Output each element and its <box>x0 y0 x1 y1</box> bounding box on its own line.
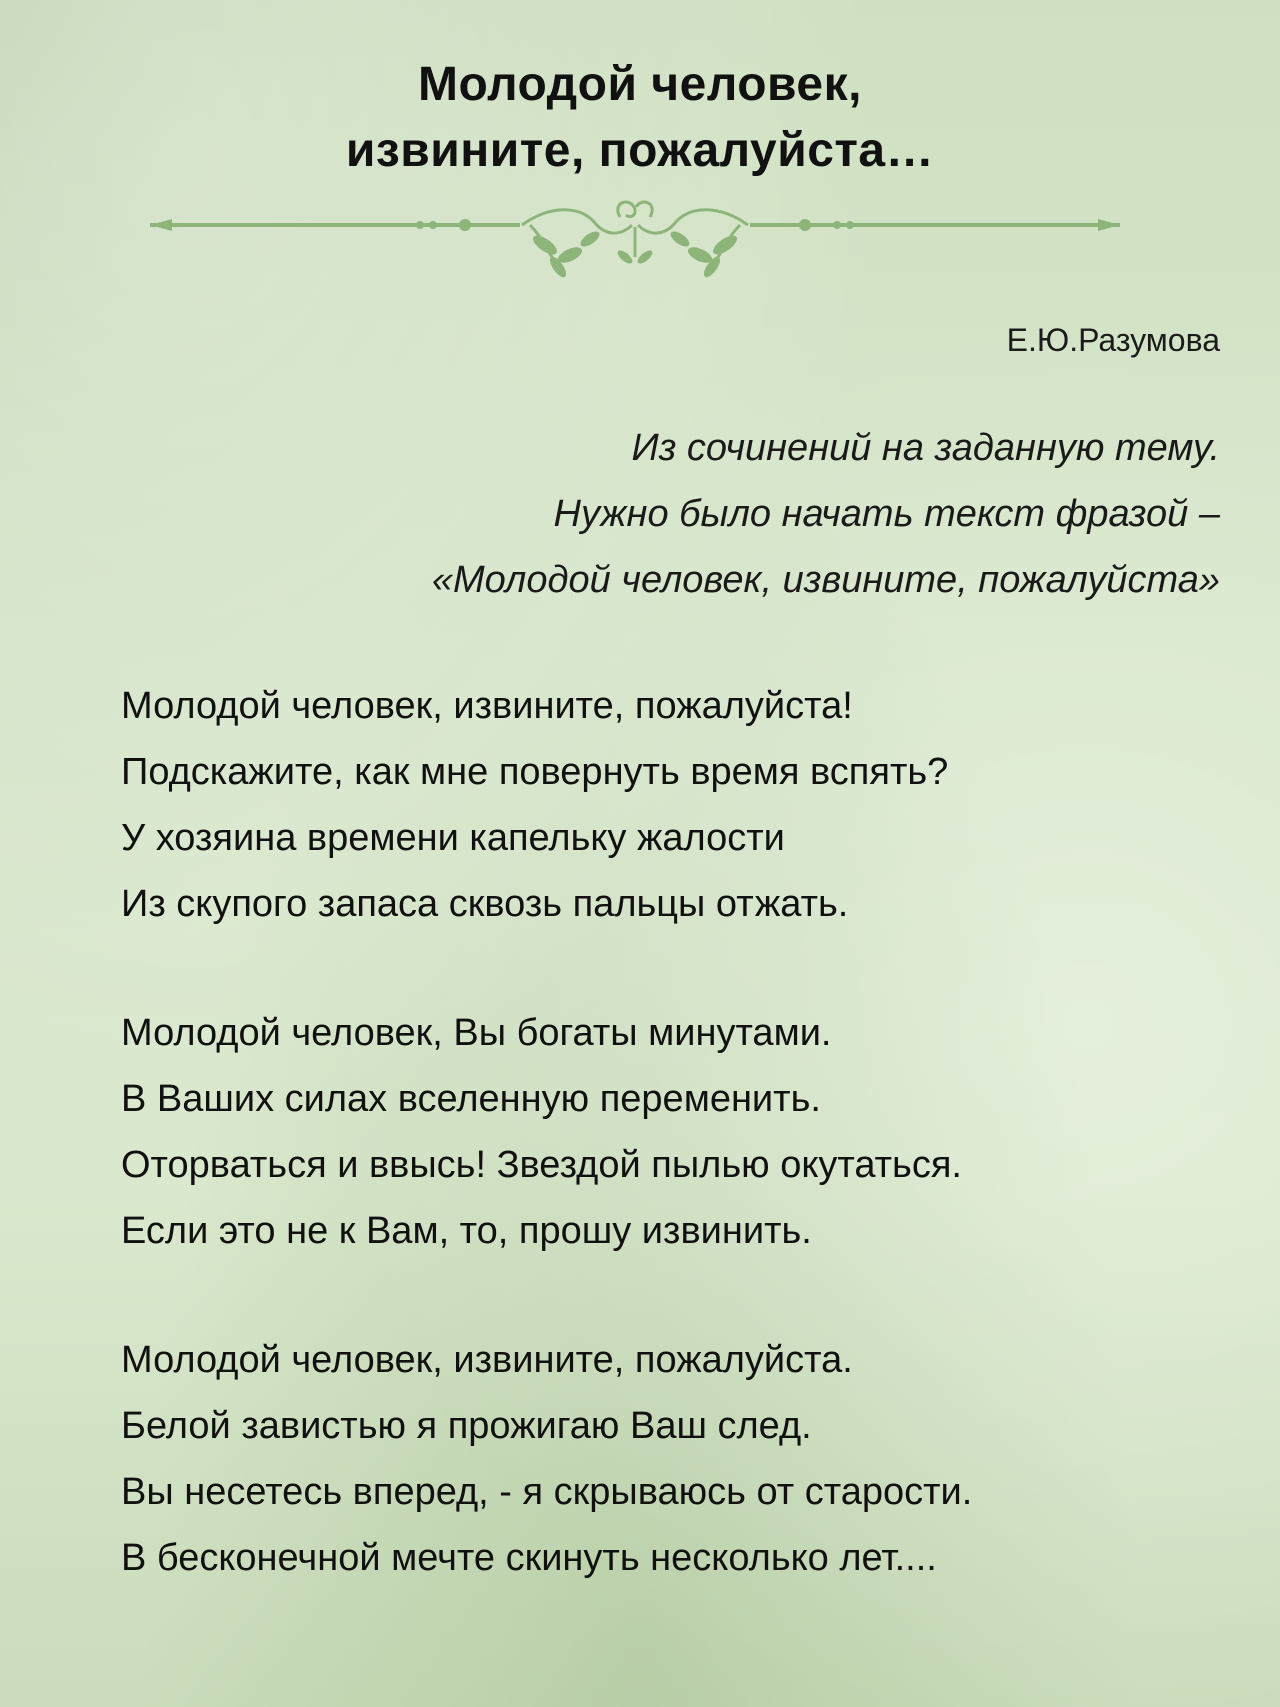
poem-line: Оторваться и ввысь! Звездой пылью окутаться. <box>121 1144 962 1186</box>
poem-line: Молодой человек, извините, пожалуйста. <box>121 1339 853 1381</box>
poem-title <box>0 52 1280 184</box>
poem-line: Белой завистью я прожигаю Ваш след. <box>121 1405 812 1447</box>
stanza-2 <box>121 1000 962 1264</box>
epigraph-line: Из сочинений на заданную тему. <box>631 427 1220 469</box>
poem-line: У хозяина времени капельку жалости <box>121 817 785 859</box>
poem-line: Молодой человек, Вы богаты минутами. <box>121 1012 832 1054</box>
epigraph-line: «Молодой человек, извините, пожалуйста» <box>431 559 1220 601</box>
poem-line: В Ваших силах вселенную переменить. <box>121 1078 821 1120</box>
epigraph-line: Нужно было начать текст фразой – <box>553 493 1220 535</box>
title-line-2: извините, пожалуйста… <box>345 124 935 177</box>
stanza-3 <box>121 1327 972 1591</box>
author-name: Е.Ю.Разумова <box>1006 322 1220 358</box>
poem-line: Подскажите, как мне повернуть время вспять? <box>121 751 949 793</box>
floral-divider-icon <box>150 195 1120 290</box>
poem-line: Если это не к Вам, то, прошу извинить. <box>121 1210 812 1252</box>
epigraph <box>432 415 1220 613</box>
stanza-1 <box>121 673 948 937</box>
poem-line: Вы несетесь вперед, - я скрываюсь от старости. <box>121 1471 973 1513</box>
poem-line: Из скупого запаса сквозь пальцы отжать. <box>121 883 849 925</box>
poem-line: В бесконечной мечте скинуть несколько лет.... <box>121 1537 937 1579</box>
title-line-1: Молодой человек, <box>418 58 862 111</box>
poem-line: Молодой человек, извините, пожалуйста! <box>121 685 853 727</box>
